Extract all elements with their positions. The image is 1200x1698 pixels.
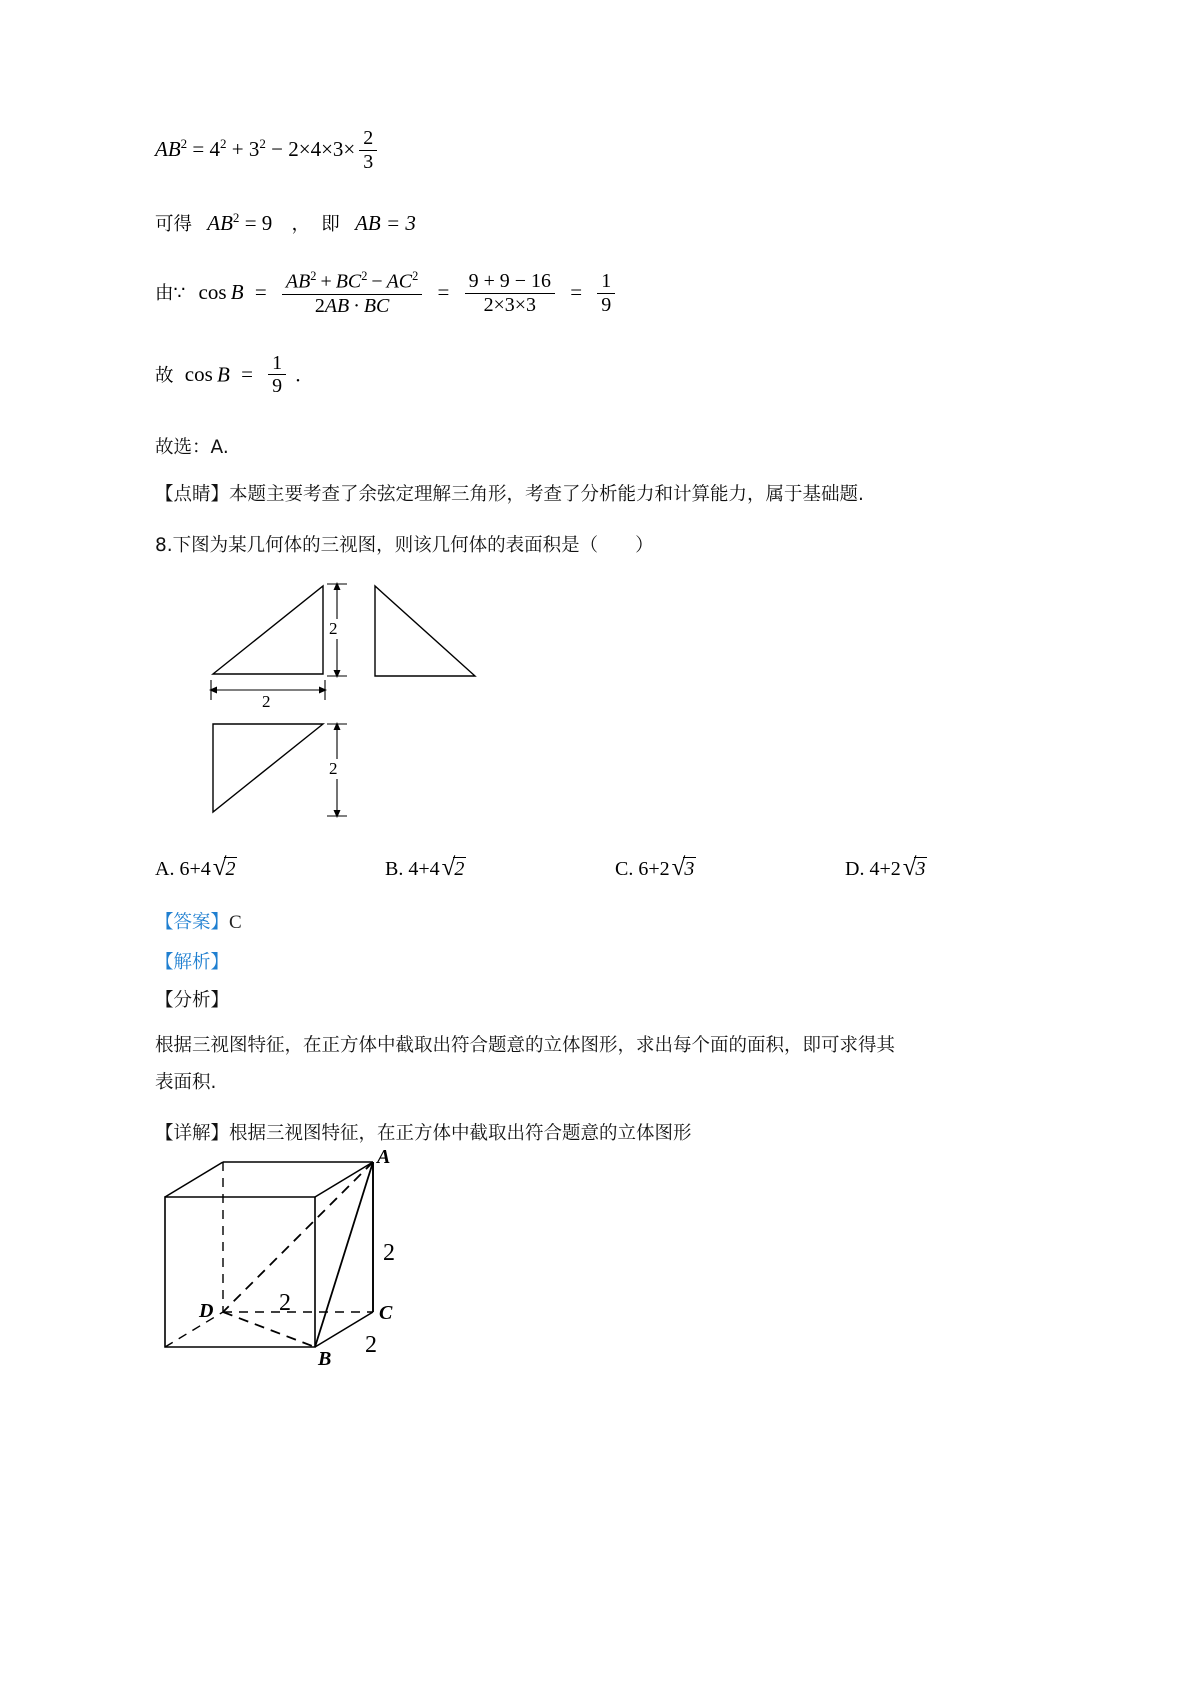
label-point-b: B: [318, 1348, 332, 1371]
tip-line: 【点睛】本题主要考查了余弦定理解三角形，考查了分析能力和计算能力，属于基础题.: [155, 484, 864, 506]
analysis-label: 【分析】: [155, 990, 230, 1012]
front-height-label: 2: [329, 619, 338, 639]
solid-edge-a-d: [223, 1162, 373, 1312]
cube-hidden-edge-bottom-left: [165, 1312, 223, 1347]
question-8-text: 8.下图为某几何体的三视图，则该几何体的表面积是（ ）: [155, 535, 654, 557]
eq2-part2: AB = 3: [355, 211, 416, 235]
cube-figure: [155, 1146, 485, 1402]
option-a[interactable]: A. 6+4√2: [155, 854, 236, 882]
answer-options: [155, 854, 1035, 882]
sqrt-b: √2: [441, 854, 465, 882]
eq3-fraction-2: $\frac{9 + 9 - 16}{2\times 3\times 3}$: [465, 270, 555, 317]
equation-ab-squared: [155, 128, 1085, 186]
analysis-text-line-1: 根据三视图特征，在正方体中截取出符合题意的立体图形，求出每个面的面积，即可求得其: [155, 1035, 896, 1057]
option-c[interactable]: C. 6+2√3: [615, 854, 695, 882]
detail-line: 【详解】根据三视图特征，在正方体中截取出符合题意的立体图形: [155, 1123, 692, 1145]
answer-tag: 【答案】: [155, 912, 230, 934]
front-width-arrow-right: [319, 687, 327, 694]
label-point-a: A: [377, 1146, 391, 1169]
top-height-label: 2: [329, 759, 338, 779]
cube-front-face: [165, 1197, 315, 1347]
label-point-d: D: [199, 1300, 214, 1323]
cube-edge-top-left: [165, 1162, 223, 1197]
label-point-c: C: [379, 1302, 393, 1325]
eq1-body: = $4^2 + 3^2 - 2\times 4\times 3\times$: [192, 136, 356, 162]
sqrt-a: √2: [212, 854, 236, 882]
equation-ab-result: 可得 $AB^2 = 9$ ， 即 AB = 3: [155, 210, 416, 235]
analysis-tag: 【解析】: [155, 952, 230, 974]
eq3-fraction-3: $\frac{1}{9}$: [597, 270, 615, 317]
top-view-triangle: [213, 724, 323, 812]
label-edge-inner: 2: [279, 1290, 291, 1317]
three-view-figure: [175, 564, 645, 854]
top-height-arrow-bottom: [334, 810, 341, 818]
eq1-lhs: $AB^2$: [155, 136, 188, 162]
option-d[interactable]: D. 4+2√3: [845, 854, 926, 882]
top-height-arrow-top: [334, 722, 341, 730]
front-width-label: 2: [262, 692, 271, 712]
eq4-fraction: $\frac{1}{9}$: [268, 352, 286, 399]
equation-cos-b-final: 故 cos B = $\frac{1}{9}$ .: [155, 351, 301, 398]
label-edge-right: 2: [383, 1240, 395, 1267]
analysis-text-line-2: 表面积.: [155, 1072, 217, 1094]
eq1-fraction: $\frac{2}{3}$: [359, 127, 377, 174]
label-edge-bottom: 2: [365, 1332, 377, 1359]
chosen-answer-line: 故选：A.: [155, 437, 229, 459]
sqrt-c: √3: [671, 854, 695, 882]
front-width-arrow-left: [209, 687, 217, 694]
sqrt-d: √3: [902, 854, 926, 882]
eq2-part1: $AB^2 = 9$: [207, 210, 273, 235]
analysis-row: [155, 948, 1085, 974]
side-view-triangle: [375, 586, 475, 676]
front-height-arrow-bottom: [334, 670, 341, 678]
answer-value: C: [229, 912, 242, 934]
document-content: [155, 0, 1085, 1402]
option-b[interactable]: B. 4+4√2: [385, 854, 465, 882]
equation-cos-b-expansion: 由∵ cos B = $\frac{AB^2 + BC^2 - AC^2}{2AB \cdot BC}$ = $\frac{9 + 9 - 16}{2\times 3\times 3}$ = $\frac{1}{9}$: [155, 270, 1085, 319]
front-height-arrow-top: [334, 582, 341, 590]
eq3-fraction-1: $\frac{AB^2 + BC^2 - AC^2}{2AB \cdot BC}$: [282, 269, 422, 318]
front-view-triangle: [213, 586, 323, 674]
solid-edge-d-b: [223, 1312, 315, 1347]
answer-row: [155, 908, 1085, 934]
three-view-svg: [175, 564, 645, 854]
